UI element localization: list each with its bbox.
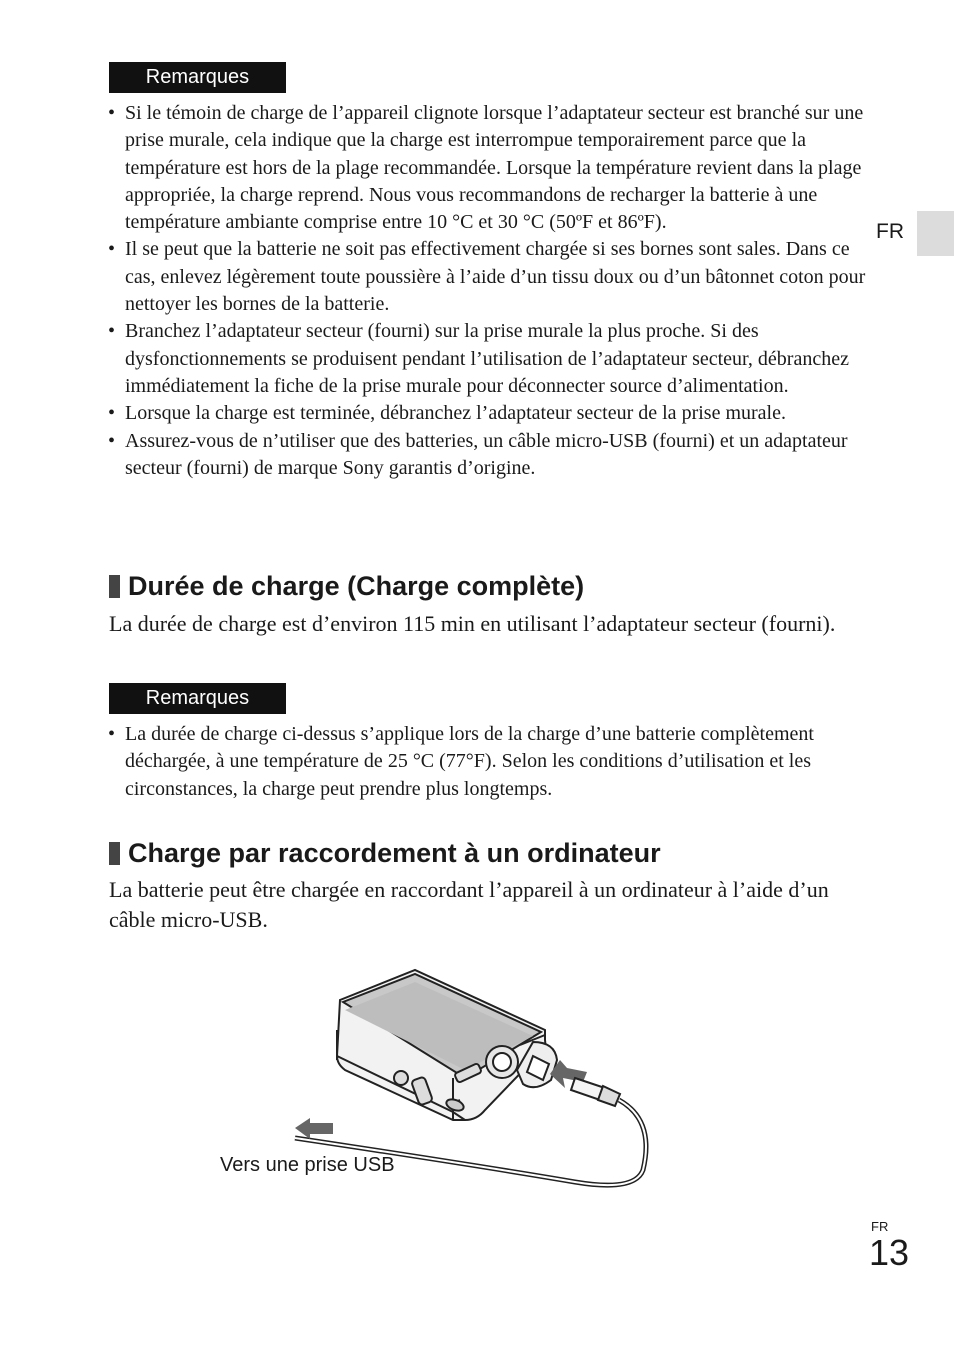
micro-usb-plug-icon <box>571 1078 620 1106</box>
note-item: • Si le témoin de charge de l’appareil clignote lorsque l’adaptateur secteur est branché sur une prise murale, cela indique que la charge est interrompue temporairement parce que la température est hors de la plage recommandée. Lorsque la température revient dans la plage appropriée, la charge reprend. Nous vous recommandons de recharger la batterie à une température ambiante comprise entre 10 °C et 30 °C (50ºF et 86ºF). <box>108 100 868 236</box>
note-item: • Branchez l’adaptateur secteur (fourni) sur la prise murale la plus proche. Si des dysfonctionnements se produisent pendant l’utilisation de l’adaptateur secteur, débranchez immédiatement la fiche de la prise murale pour déconnecter source d’alimentation. <box>108 318 868 400</box>
note-item: • La durée de charge ci-dessus s’applique lors de la charge d’une batterie complètement déchargée, à une température de 25 °C (77°F). Selon les conditions d’utilisation et les circonstances, la charge peut prendre plus longtemps. <box>108 721 868 803</box>
direction-arrow-icon <box>295 1118 333 1139</box>
section-body-charge-time: La durée de charge est d’environ 115 min en utilisant l’adaptateur secteur (fourni). <box>109 611 836 636</box>
note-item: • Il se peut que la batterie ne soit pas effectivement chargée si ses bornes sont sales. Dans ce cas, enlevez légèrement toute poussière à l’aide d’un tissu doux ou d’un bâtonnet coton pour nettoyer les bornes de la batterie. <box>108 236 868 318</box>
page-number: 13 <box>869 1232 910 1273</box>
language-tab <box>917 211 954 256</box>
notes-label-2: Remarques <box>109 683 286 714</box>
notes-list-2 <box>108 721 868 803</box>
note-item: • Assurez-vous de n’utiliser que des batteries, un câble micro-USB (fourni) et un adaptateur secteur (fourni) de marque Sony garantis d’origine. <box>108 428 868 483</box>
camera-icon <box>337 970 557 1120</box>
section-heading-computer-charge <box>109 836 661 870</box>
language-tab-label: FR <box>876 220 904 243</box>
note-item: • Lorsque la charge est terminée, débranchez l’adaptateur secteur de la prise murale. <box>108 400 868 427</box>
section-heading-text: Charge par raccordement à un ordinateur <box>128 838 661 868</box>
heading-square-icon <box>109 842 120 865</box>
page-language-code: FR <box>871 1219 889 1234</box>
heading-square-icon <box>109 575 120 598</box>
notes-label-1: Remarques <box>109 62 286 93</box>
section-body-computer-charge: La batterie peut être chargée en raccordant l’appareil à un ordinateur à l’aide d’un câble micro-USB. <box>109 877 829 932</box>
section-heading-charge-time <box>109 569 584 603</box>
notes-list-1 <box>108 100 868 482</box>
section-heading-text: Durée de charge (Charge complète) <box>128 571 585 601</box>
figure-caption: Vers une prise USB <box>220 1154 395 1176</box>
